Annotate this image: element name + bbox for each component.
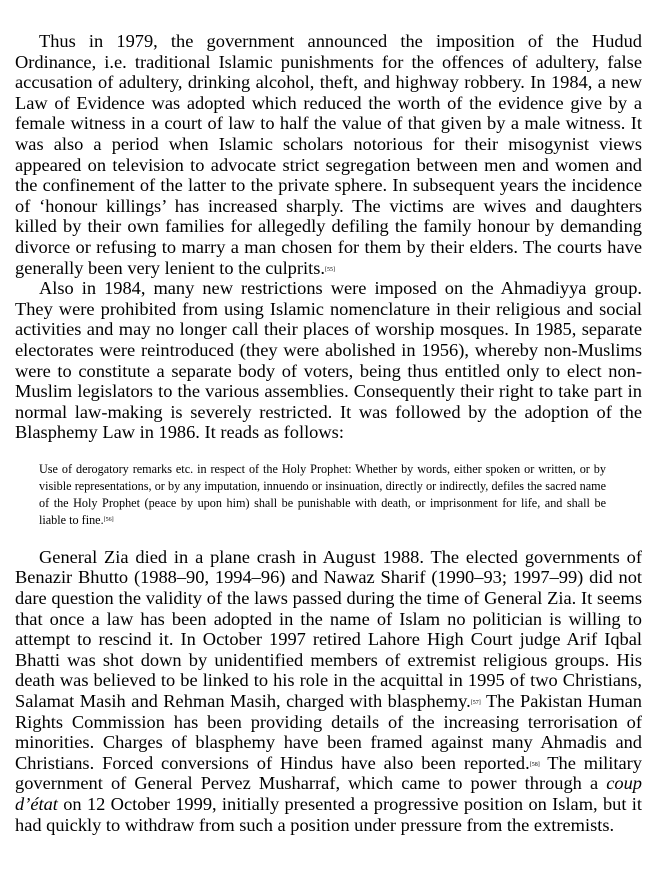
document-page <box>15 31 642 835</box>
paragraph-hudud-ordinance <box>15 31 642 278</box>
block-quote-blasphemy-law <box>39 461 606 529</box>
paragraph-general-zia <box>15 547 642 835</box>
paragraph-text: The Pakistan Human Rights Commission has been providing details of the increasing terrorisation of minorities. Charges of blasphemy have been framed against many Ahmadis and Christians. Forced conversions of Hindus have also been reported. <box>15 691 642 773</box>
footnote-marker[interactable]: [57] <box>470 700 481 707</box>
paragraph-ahmadiyya-restrictions <box>15 278 642 443</box>
paragraph-text: General Zia died in a plane crash in August 1988. The elected governments of Benazir Bhutto (1988–90, 1994–96) and Nawaz Sharif (1990–93; 1997–99) did not dare question the validity of the laws passed during the time of General Zia. It seems that once a law has been adopted in the name of Islam no politician is willing to attempt to rescind it. In October 1997 retired Lahore High Court judge Arif Iqbal Bhatti was shot down by unidentified members of extremist religious groups. His death was believed to be linked to his role in the acquittal in 1995 of two Christians, Salamat Masih and Rehman Masih, charged with blasphemy. <box>15 546 642 712</box>
footnote-marker[interactable]: [58] <box>529 761 540 768</box>
italic-phrase: coup d’état <box>15 773 642 814</box>
paragraph-text: Also in 1984, many new restrictions were imposed on the Ahmadiyya group. They were prohibited from using Islamic nomenclature in their religious and social activities and may no longer call their places of worship mosques. In 1985, separate electorates were reintroduced (they were abolished in 1956), whereby non-Muslims were to constitute a separate body of voters, being thus entitled only to elect non-Muslim legislators to the various assemblies. Consequently their right to take part in normal law-making is severely restricted. It was followed by the adoption of the Blasphemy Law in 1986. It reads as follows: <box>15 278 642 443</box>
quote-text: Use of derogatory remarks etc. in respect of the Holy Prophet: Whether by words, either spoken or written, or by visible representations, or by any imputation, innuendo or insinuation, directly or indirectly, defiles the sacred name of the Holy Prophet (peace by upon him) shall be punishable with death, or imprisonment for life, and shall be liable to fine. <box>39 461 606 527</box>
footnote-marker[interactable]: [55] <box>324 266 335 273</box>
paragraph-text: The military government of General Pervez Musharraf, which came to power through a <box>15 752 642 794</box>
footnote-marker[interactable]: [56] <box>103 516 114 523</box>
paragraph-text: Thus in 1979, the government announced the imposition of the Hudud Ordinance, i.e. traditional Islamic punishments for the offences of adultery, false accusation of adultery, drinking alcohol, theft, and highway robbery. In 1984, a new Law of Evidence was adopted which reduced the worth of the evidence give by a female witness in a court of law to half the value of that given by a male witness. It was also a period when Islamic scholars notorious for their misogynist views appeared on television to advocate strict segregation between men and women and the confinement of the latter to the private sphere. In subsequent years the incidence of ‘honour killings’ has increased sharply. The victims are wives and daughters killed by their own families for allegedly defiling the family honour by demanding divorce or refusing to marry a man chosen for them by their elders. The courts have generally been very lenient to the culprits. <box>15 31 642 278</box>
paragraph-text: on 12 October 1999, initially presented a progressive position on Islam, but it had quickly to withdraw from such a position under pressure from the extremists. <box>15 794 642 835</box>
